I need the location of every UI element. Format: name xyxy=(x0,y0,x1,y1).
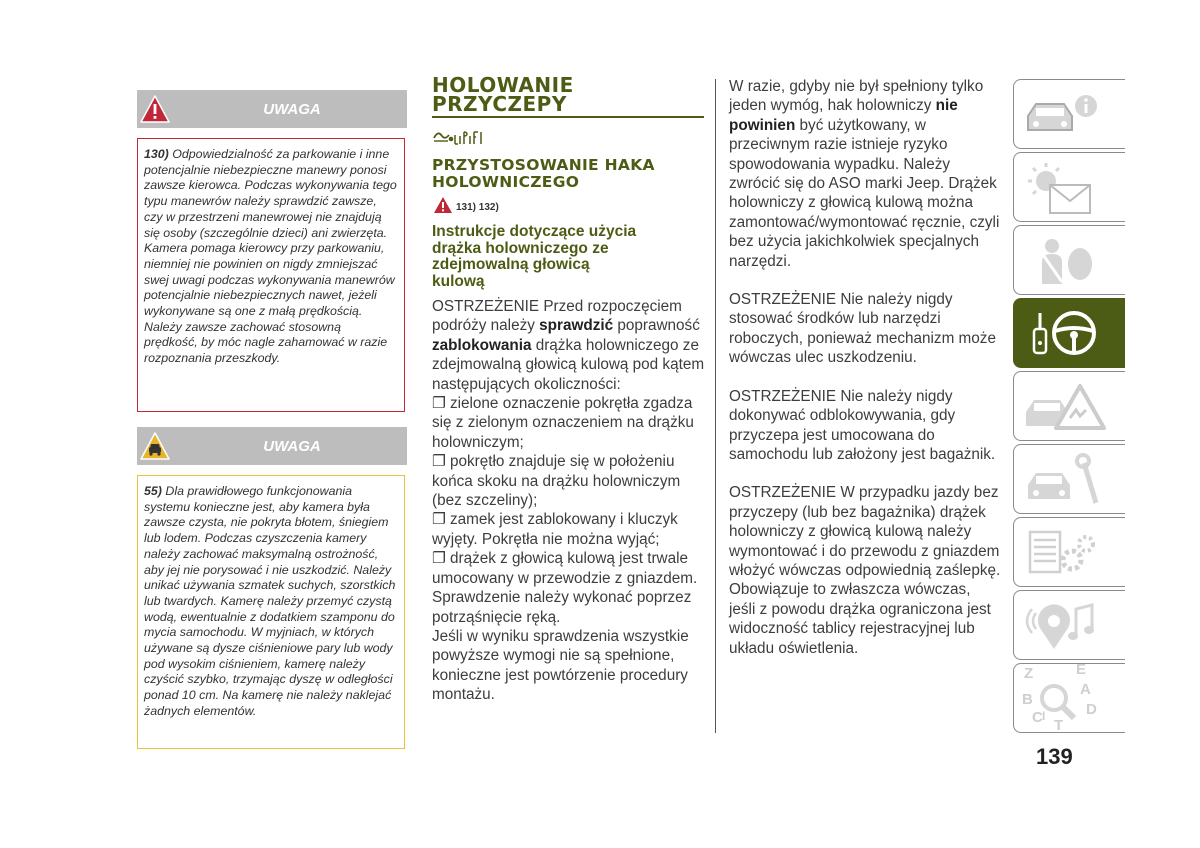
text-run: być użytkowany, w przeciwnym razie istnieje ryzyko spowodowania wypadku. Należy zwrócić się do ASO marki Jeep. Drążek holowniczy z głowicą kulową można zamontować/wymontować ręcznie, czyli bez użycia jakichkolwiek specjalnych narzędzi. xyxy=(729,116,1000,270)
section-title-line: PRZYCZEPY xyxy=(432,92,567,116)
tab-safety[interactable] xyxy=(1013,225,1125,295)
subsection-title-line: PRZYSTOSOWANIE HAKA xyxy=(432,156,655,174)
instruction-heading-line: kulową xyxy=(432,272,485,290)
index-letter: C xyxy=(1032,709,1043,726)
title-rule xyxy=(432,116,704,118)
trailer-hitch-logo-icon xyxy=(432,126,486,148)
text-run: drążka holowniczego ze zdejmowalną głowicą kulową pod kątem następujących okoliczności: xyxy=(432,336,705,393)
alphabet-index-icon xyxy=(1014,664,1126,734)
bold-run: zablokowania xyxy=(432,336,532,354)
page-number: 139 xyxy=(1036,744,1073,769)
list-item: ❐ drążek z głowicą kulową jest trwale umocowany w przewodzie z gniazdem. Sprawdzenie należy wykonać poprzez potrząśnięcie ręką. xyxy=(432,550,698,626)
tab-sun-envelope[interactable] xyxy=(1013,152,1125,222)
bold-run: sprawdzić xyxy=(539,317,614,335)
paragraph xyxy=(432,297,707,394)
seatbelt-airbag-icon xyxy=(1014,226,1126,296)
warning-text: Dla prawidłowego funkcjonowania systemu konieczne jest, aby kamera była zawsze czysta, nie pokryta błotem, śniegiem lub lodem. Podczas czyszczenia kamery należy zachować maksymalną ostrożność, aby jej nie porysować i nie uszkodzić. Należy unikać używania szmatek suchych, szorstkich lub twardych. Kamerę należy przemyć czystą wodą, ewentualnie z dodatkiem szamponu do mycia samochodu. W myjniach, w których używane są dysze ciśnieniowe pary lub wody pod wysokim ciśnieniem, kamerę należy czyścić szybko, trzymając dyszę w odległości ponad 10 cm. Na kamerę nie należy naklejać żadnych elementów. xyxy=(144,484,396,718)
warning-box-2 xyxy=(137,475,405,749)
index-letter: B xyxy=(1022,691,1033,708)
index-letter: Z xyxy=(1024,665,1034,682)
paragraph: OSTRZEŻENIE W przypadku jazdy bez przyczepy (lub bez bagażnika) drążek holowniczy z głowicą kulową należy wymontować i do przewodu z gniazdem włożyć wówczas odpowiednią zaślepkę. Obowiązuje to zwłaszcza wówczas, jeśli z powodu drążka ograniczona jest widoczność tablicy rejestracyjnej lub układu oświetlenia. xyxy=(729,484,1001,657)
warning-ref: 55) xyxy=(144,484,162,498)
bold-run: nie powinien xyxy=(729,97,958,134)
warning-references: 131) 132) xyxy=(456,202,499,213)
warning-header-2 xyxy=(137,427,407,465)
warning-title: UWAGA xyxy=(263,438,321,455)
car-wrench-icon xyxy=(1014,445,1126,515)
middle-body xyxy=(432,297,707,705)
instruction-heading-line: zdejmowalną głowicą xyxy=(432,256,590,273)
warning-title: UWAGA xyxy=(263,101,321,118)
car-info-icon xyxy=(1014,80,1126,150)
subsection-title-line: HOLOWNICZEGO xyxy=(432,173,580,191)
instruction-heading-line: Instrukcje dotyczące użycia xyxy=(432,223,637,240)
instruction-heading-line: drążka holowniczego ze xyxy=(432,239,609,257)
paragraph xyxy=(729,77,1001,271)
column-divider xyxy=(715,79,716,733)
list-item: ❐ zielone oznaczenie pokrętła zgadza się z zielonym oznaczeniem na drążku holowniczym; xyxy=(432,395,694,451)
right-body xyxy=(729,77,1001,658)
section-title xyxy=(432,73,704,116)
list-item: ❐ zamek jest zablokowany i kluczyk wyjęty. Pokrętła nie można wyjąć; xyxy=(432,511,678,548)
subsection-title xyxy=(432,157,704,191)
tab-maintenance[interactable] xyxy=(1013,444,1125,514)
paragraph: Jeśli w wyniku sprawdzenia wszystkie powyższe wymogi nie są spełnione, konieczne jest powtórzenie procedury montażu. xyxy=(432,627,689,704)
tab-start-drive[interactable] xyxy=(1013,298,1125,368)
warning-box-1 xyxy=(137,138,405,412)
index-letter: E xyxy=(1076,664,1087,678)
warning-ref: 130) xyxy=(144,147,169,161)
index-letter: A xyxy=(1080,681,1091,698)
index-letter: D xyxy=(1086,701,1097,718)
sun-envelope-icon xyxy=(1014,153,1126,223)
list-item: ❐ pokrętło znajduje się w położeniu końca skoku na drążku holowniczym (bez szczeliny); xyxy=(432,453,681,510)
multimedia-icon xyxy=(1014,591,1126,661)
paragraph: OSTRZEŻENIE Nie należy nigdy dokonywać odblokowywania, gdy przyczepa jest umocowana do samochodu lub założony jest bagażnik. xyxy=(729,387,996,463)
warning-header-1 xyxy=(137,90,407,128)
text-run: poprawność xyxy=(613,317,700,335)
warning-triangle-icon xyxy=(433,196,453,214)
tab-specifications[interactable] xyxy=(1013,517,1125,587)
key-steering-wheel-icon xyxy=(1014,299,1126,369)
index-letter: T xyxy=(1054,717,1064,734)
index-letter: I xyxy=(1042,709,1046,723)
text-run: W razie, gdyby nie był spełniony tylko jeden wymóg, hak holowniczy xyxy=(729,78,984,115)
section-title-line: HOLOWANIE xyxy=(432,73,574,97)
car-warning-triangle-icon xyxy=(1014,372,1126,442)
text-run: OSTRZEŻENIE Przed rozpoczęciem podróży należy xyxy=(432,298,682,335)
warning-text: Odpowiedzialność za parkowanie i inne potencjalnie niebezpieczne manewry ponosi zawsze kierowca. Podczas wykonywania tego typu manewrów należy sprawdzić zawsze, czy w przestrzeni manewrowej nie znajdują się osoby (szczególnie dzieci) ani zwierzęta. Kamera pomaga kierowcy przy parkowaniu, niemniej nie powinien on nigdy zmniejszać swej uwagi podczas wykonywania manewrów potencjalnie niebezpiecznych nawet, jeżeli wykonywane są one z małą prędkością. Należy zawsze zachować stosowną prędkość, by móc nagle zahamować w razie rozpoznania przeszkody. xyxy=(144,147,397,366)
tab-multimedia[interactable] xyxy=(1013,590,1125,660)
paragraph: OSTRZEŻENIE Nie należy nigdy stosować środków lub narzędzi roboczych, ponieważ mechanizm może wówczas ulec uszkodzeniu. xyxy=(729,291,996,367)
tab-index[interactable] xyxy=(1013,663,1125,733)
tab-emergency[interactable] xyxy=(1013,371,1125,441)
instruction-heading xyxy=(432,224,704,290)
specs-gears-icon xyxy=(1014,518,1126,588)
tab-car-info[interactable] xyxy=(1013,79,1125,149)
